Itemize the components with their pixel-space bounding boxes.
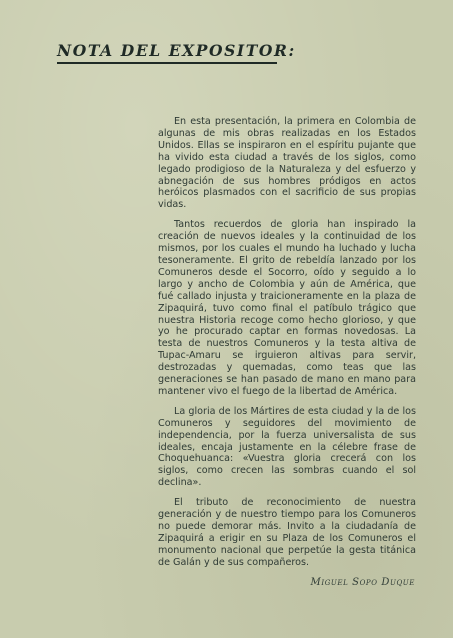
title-underline [57, 62, 277, 64]
paragraph-2: Tantos recuerdos de gloria han inspirado la creación de nuevos ideales y la continuidad de los mismos, por los cuales el mundo ha luchado y lucha tesoneramente. El grito de rebeldía lanzado por los Comuneros desde el Socorro, oído y seguido a lo largo y ancho de Colombia y aún de América, que fué callado injusta y traicioneramente en la plaza de Zipaquirá, tuvo como final el patíbulo trágico que nuestra Historia recoge como hecho glorioso, y que yo he procurado captar en formas novedosas. La testa de nuestros Comuneros y la testa altiva de Tupac-Amaru se irguieron altivas para servir, destrozadas y quemadas, como teas que las generaciones se han pasado de mano en mano para mantener vivo el fuego de la libertad de América. [158, 219, 416, 397]
paragraph-1: En esta presentación, la primera en Colombia de algunas de mis obras realizadas en los Estados Unidos. Ellas se inspiraron en el espíritu pujante que ha vivido esta ciudad a través de los siglos, como legado prodigioso de la Naturaleza y del esfuerzo y abnegación de sus hombres pródigos en actos heróicos plasmados con el sacrificio de sus propias vidas. [158, 116, 416, 211]
paragraph-3: La gloria de los Mártires de esta ciudad y la de los Comuneros y seguidores del movimiento de independencia, por la fuerza universalista de sus ideales, encaja justamente en la célebre frase de Choquehuanca: «Vuestra gloria crecerá con los siglos, como crecen las sombras cuando el sol declina». [158, 405, 416, 489]
page-title: NOTA DEL EXPOSITOR: [57, 41, 296, 60]
body-text [158, 116, 416, 577]
paragraph-4: El tributo de reconocimiento de nuestra generación y de nuestro tiempo para los Comuneros no puede demorar más. Invito a la ciudadanía de Zipaquirá a erigir en su Plaza de los Comuneros el monumento nacional que perpetúe la gesta titánica de Galán y de sus compañeros. [158, 497, 416, 568]
author-signature: Miguel Sopo Duque [310, 577, 415, 588]
